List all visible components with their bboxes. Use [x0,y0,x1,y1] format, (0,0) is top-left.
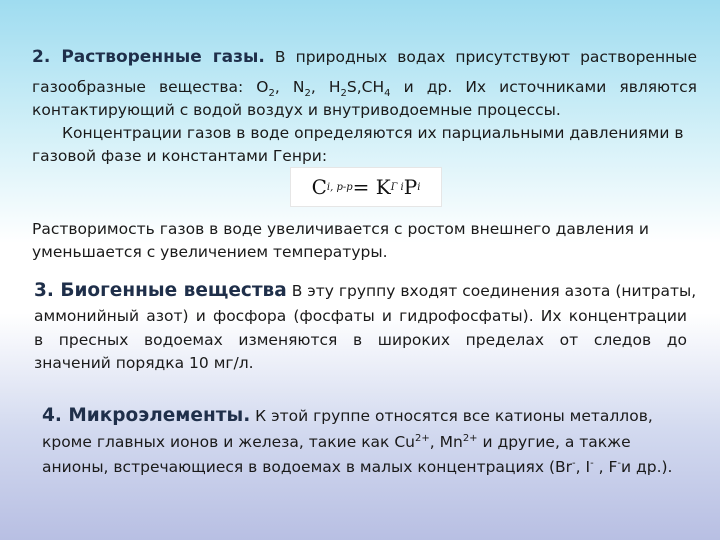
section3-line1: 3. Биогенные вещества В эту группу входят соединения азота (нитраты, [34,280,697,301]
section3-heading: 3. Биогенные вещества [34,280,287,301]
henry-formula: C i, p-p = K Г i P i [290,167,442,207]
section2-line3: контактирующий с водой воздух и внутриводоемные процессы. [32,101,561,119]
section2-after2: уменьшается с увеличением температуры. [32,243,388,261]
section2-after1: Растворимость газов в воде увеличивается с ростом внешнего давления и [32,220,649,238]
section3-line3: в пресных водоемах изменяются в широких пределах от следов до [34,331,687,349]
section4-line1: 4. Микроэлементы. К этой группе относятся все катионы металлов, [42,405,653,426]
section4-line3: анионы, встречающиеся в водоемах в малых концентрациях (Br-, I- , F-и др.). [42,457,673,476]
section2-line2: газообразные вещества: $O_2$, $N_2$, $H_2S,CH_4$ и др. Их источниками являются [32,78,697,100]
section2-line1: 2. Растворенные газы. В природных водах присутствуют растворенные [32,47,697,67]
section4-line2: кроме главных ионов и железа, такие как $Cu^{2+}$, $Mn^{2+}$ и другие, а также [42,432,631,451]
section3-line2: аммонийный азот) и фосфора (фосфаты и гидрофосфаты). Их концентрации [34,307,687,325]
section2-line4: Концентрации газов в воде определяются их парциальными давлениями в [62,124,684,142]
section2-line5: газовой фазе и константами Генри: [32,147,328,165]
section2-heading: 2. Растворенные газы. [32,47,265,67]
section4-heading: 4. Микроэлементы. [42,405,251,426]
section3-line4: значений порядка 10 мг/л. [34,354,254,372]
